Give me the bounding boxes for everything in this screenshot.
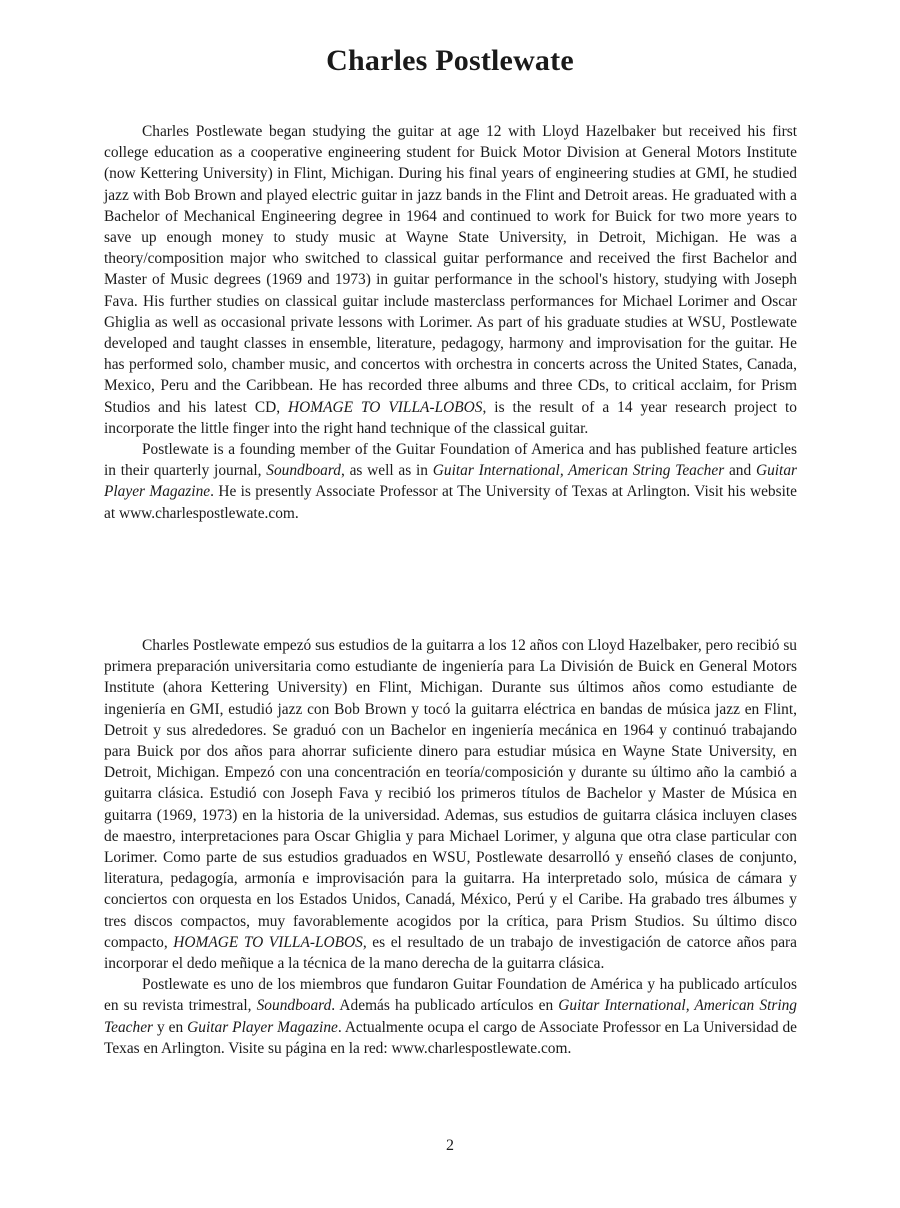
text-run: , es el resultado de un trabajo de investigación de catorce años para incorporar el dedo meñique a la técnica de la mano derecha de la guitarra clásica.: [104, 933, 797, 973]
text-run: y en: [153, 1018, 188, 1036]
magazine-titles: Guitar International, American String Teacher: [104, 997, 798, 1036]
magazine-title: Guitar Player Magazine: [187, 1018, 338, 1036]
cd-title: HOMAGE TO VILLA-LOBOS: [173, 933, 363, 951]
magazine-title: Guitar Player Magazine: [104, 462, 797, 501]
text-run: , is the result of a 14 year research project to incorporate the little finger into the right hand technique of the classical guitar.: [104, 398, 797, 437]
english-paragraph-2: [104, 439, 797, 524]
page-number: 2: [446, 1137, 454, 1154]
journal-title: Soundboard: [256, 997, 332, 1015]
text-run: Charles Postlewate began studying the guitar at age 12 with Lloyd Hazelbaker but received his first college education as a cooperative engineering student for Buick Motor Division at General Motors Institute (now Kettering University) in Flint, Michigan. During his final years of engineering studies at GMI, he studied jazz with Bob Brown and played electric guitar in jazz bands in the Flint and Detroit areas. He graduated with a Bachelor of Mechanical Engineering degree in 1964 and continued to work for Buick for two more years to save up enough money to study music at Wayne State University, in Detroit, Michigan. He was a theory/composition major who switched to classical guitar performance and received the first Bachelor and Master of Music degrees (1969 and 1973) in guitar performance in the school's history, studying with Joseph Fava. His further studies on classical guitar include masterclass performances for Michael Lorimer and Oscar Ghiglia as well as occasional private lessons with Lorimer. As part of his graduate studies at WSU, Postlewate developed and taught classes in ensemble, literature, pedagogy, harmony and improvisation for the guitar. He has performed solo, chamber music, and concertos with orchestra in concerts across the United States, Canada, Mexico, Peru and the Caribbean. He has recorded three albums and three CDs, to critical acclaim, for Prism Studios and his latest CD,: [104, 123, 797, 416]
text-run: Postlewate es uno de los miembros que fundaron Guitar Foundation de América y ha publicado artículos en su revista trimestral,: [104, 976, 797, 1015]
text-run: and: [724, 462, 756, 480]
text-run: . He is presently Associate Professor at The University of Texas at Arlington. Visit his website at www.charlespostlewate.com.: [104, 483, 797, 522]
text-run: , as well as in: [340, 462, 433, 480]
journal-title: Soundboard: [266, 462, 341, 480]
text-run: Postlewate is a founding member of the Guitar Foundation of America and has published feature articles in their quarterly journal,: [104, 441, 797, 480]
english-biography: [104, 121, 797, 524]
spanish-paragraph-2: [104, 974, 797, 1059]
spanish-paragraph-1: [104, 635, 797, 974]
cd-title: HOMAGE TO VILLA-LOBOS: [288, 398, 483, 416]
page-title: Charles Postlewate: [326, 44, 574, 77]
english-paragraph-1: [104, 121, 797, 439]
text-run: . Actualmente ocupa el cargo de Associate Professor en La Universidad de Texas en Arlington. Visite su página en la red: www.charlespostlewate.com.: [104, 1018, 798, 1057]
text-run: Charles Postlewate empezó sus estudios de la guitarra a los 12 años con Lloyd Hazelbaker, pero recibió su primera preparación universitaria como estudiante de ingeniería para La División de Buick en General Motors Institute (ahora Kettering University) en Flint, Michigan. Durante sus últimos años como estudiante de ingeniería en GMI, estudió jazz con Bob Brown y tocó la guitarra eléctrica en bandas de música jazz en Flint, Detroit y sus alrededores. Se graduó con un Bachelor en ingeniería mecánica en 1964 y continuó trabajando para Buick por dos años para ahorrar suficiente dinero para estudiar música en Wayne State University, en Detroit, Michigan. Empezó con una concentración en teoría/composición y durante su último año la cambió a guitarra clásica. Estudió con Joseph Fava y recibió los primeros títulos de Bachelor y Master de Música en guitarra (1969, 1973) en la historia de la universidad. Ademas, sus estudios de guitarra clásica incluyen clases de maestro, interpretaciones para Oscar Ghiglia y para Michael Lorimer, y alguna que otra clase particular con Lorimer. Como parte de sus estudios graduados en WSU, Postlewate desarrolló y enseñó clases de conjunto, literatura, pedagogía, armonía e improvisación para la guitarra. Ha interpretado solo, música de cámara y conciertos con orquesta en los Estados Unidos, Canadá, México, Perú y el Caribe. Ha grabado tres álbumes y tres discos compactos, muy favorablemente acogidos por la crítica, para Prism Studios. Su último disco compacto,: [104, 637, 798, 951]
spanish-biography: [104, 635, 797, 1059]
magazine-titles: Guitar International, American String Teacher: [432, 462, 725, 480]
text-run: . Además ha publicado artículos en: [331, 997, 559, 1015]
